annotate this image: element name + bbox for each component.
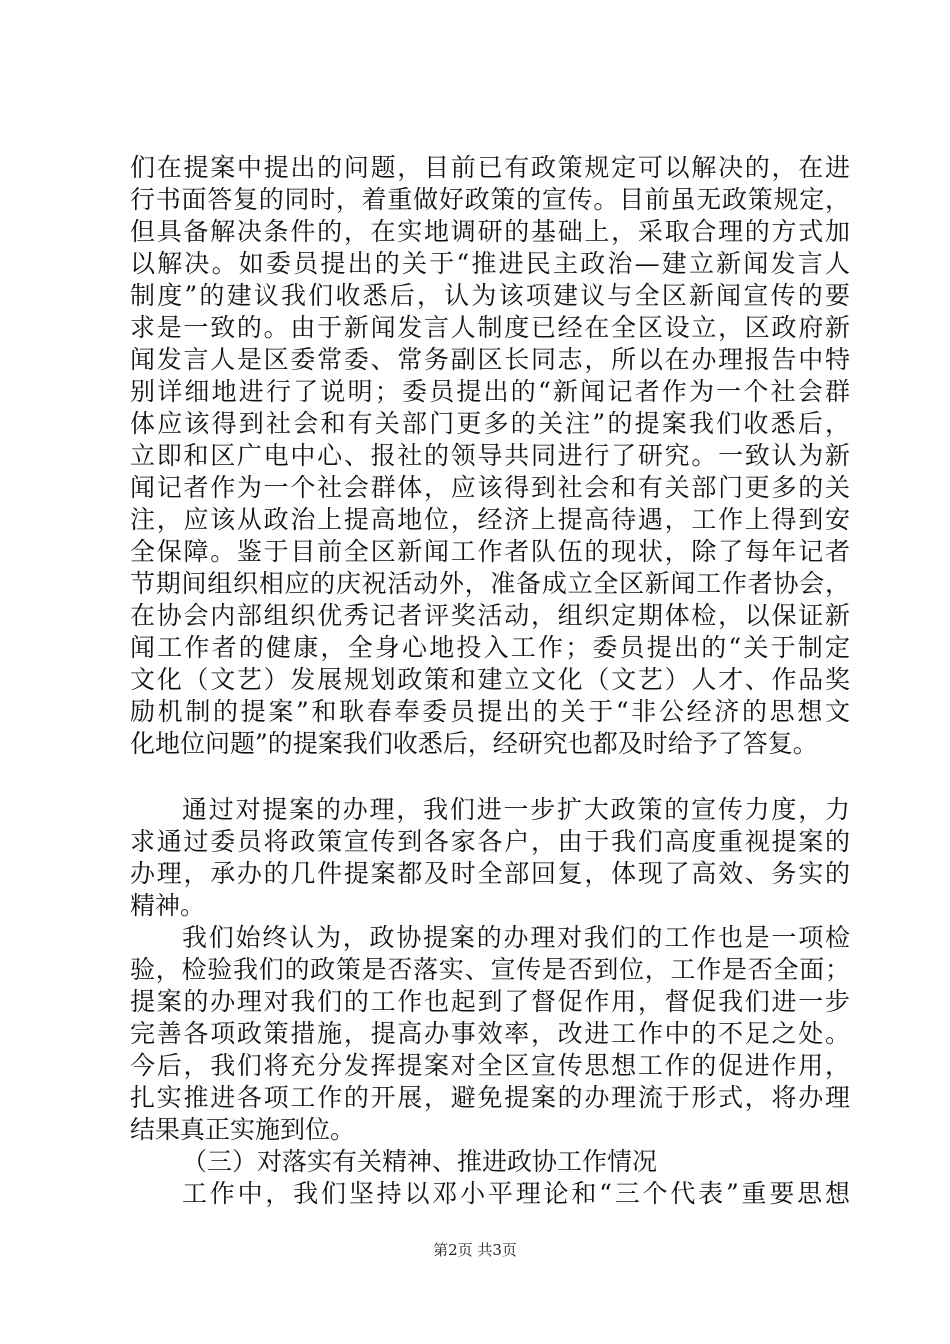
text-line: 闻发言人是区委常委、常务副区长同志，所以在办理报告中特	[130, 345, 850, 374]
text-line: 立即和区广电中心、报社的领导共同进行了研究。一致认为新	[130, 441, 850, 470]
text-line: 提案的办理对我们的工作也起到了督促作用，督促我们进一步	[130, 987, 850, 1016]
text-line: 今后，我们将充分发挥提案对全区宣传思想工作的促进作用，	[130, 1051, 850, 1080]
text-line: 扎实推进各项工作的开展，避免提案的办理流于形式，将办理	[130, 1083, 850, 1112]
text-line: 文化（文艺）发展规划政策和建立文化（文艺）人才、作品奖	[130, 665, 850, 694]
text-line: 办理，承办的几件提案都及时全部回复，体现了高效、务实的	[130, 859, 850, 888]
text-line: 们在提案中提出的问题，目前已有政策规定可以解决的，在进	[130, 153, 850, 182]
text-line: 制度”的建议我们收悉后，认为该项建议与全区新闻宣传的要	[130, 281, 850, 310]
text-line: 闻记者作为一个社会群体，应该得到社会和有关部门更多的关	[130, 473, 850, 502]
text-line: 节期间组织相应的庆祝活动外，准备成立全区新闻工作者协会，	[130, 569, 850, 598]
paragraph-first-line: 我们始终认为，政协提案的办理对我们的工作也是一项检	[182, 923, 850, 952]
text-line: 在协会内部组织优秀记者评奖活动，组织定期体检，以保证新	[130, 601, 850, 630]
text-line: 完善各项政策措施，提高办事效率，改进工作中的不足之处。	[130, 1019, 850, 1048]
section-heading: （三）对落实有关精神、推进政协工作情况	[182, 1147, 658, 1176]
text-line: 求是一致的。由于新闻发言人制度已经在全区设立，区政府新	[130, 313, 850, 342]
text-line: 体应该得到社会和有关部门更多的关注”的提案我们收悉后，	[130, 409, 850, 438]
text-line: 行书面答复的同时，着重做好政策的宣传。目前虽无政策规定，	[130, 185, 850, 214]
text-line: 化地位问题”的提案我们收悉后，经研究也都及时给予了答复。	[130, 729, 818, 758]
text-line: 全保障。鉴于目前全区新闻工作者队伍的现状，除了每年记者	[130, 537, 850, 566]
text-line: 别详细地进行了说明；委员提出的“新闻记者作为一个社会群	[130, 377, 850, 406]
text-line: 注，应该从政治上提高地位，经济上提高待遇，工作上得到安	[130, 505, 850, 534]
text-line: 但具备解决条件的，在实地调研的基础上，采取合理的方式加	[130, 217, 850, 246]
document-body	[130, 152, 850, 1210]
text-line: 求通过委员将政策宣传到各家各户，由于我们高度重视提案的	[130, 827, 850, 856]
text-line: 验，检验我们的政策是否落实、宣传是否到位，工作是否全面；	[130, 955, 850, 984]
text-line: 结果真正实施到位。	[130, 1115, 356, 1144]
page-number-footer: 第2页 共3页	[433, 1241, 517, 1259]
text-line: 以解决。如委员提出的关于“推进民主政治—建立新闻发言人	[130, 249, 850, 278]
text-line: 励机制的提案”和耿春奉委员提出的关于“非公经济的思想文	[130, 697, 850, 726]
paragraph-first-line: 通过对提案的办理，我们进一步扩大政策的宣传力度，力	[182, 795, 850, 824]
paragraph-first-line: 工作中，我们坚持以邓小平理论和“三个代表”重要思想	[182, 1179, 850, 1208]
text-line: 精神。	[130, 891, 206, 920]
text-line: 闻工作者的健康，全身心地投入工作；委员提出的“关于制定	[130, 633, 850, 662]
